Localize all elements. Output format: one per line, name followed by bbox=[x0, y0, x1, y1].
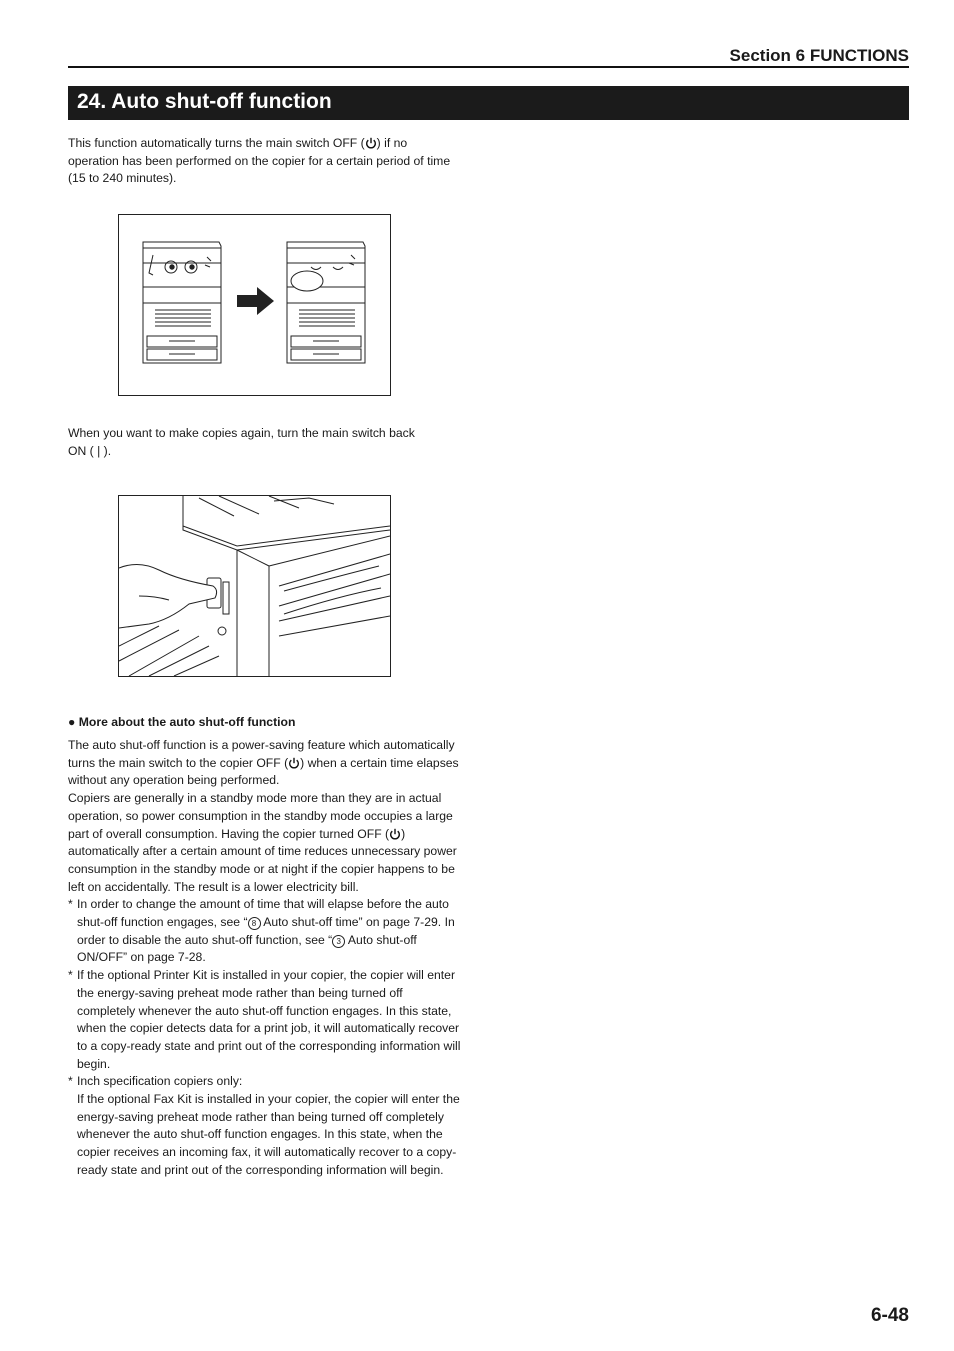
turn-back-line-1: When you want to make copies again, turn the main switch back bbox=[68, 426, 415, 440]
note-change-time-c: Auto shut-off ON/OFF” on page 7-28. bbox=[77, 932, 417, 965]
more-about-heading bbox=[68, 715, 295, 729]
power-icon bbox=[365, 137, 377, 149]
note-change-time-a: In order to change the amount of time that will elapse before the auto shut-off function engages, see “ bbox=[77, 897, 449, 930]
power-icon bbox=[389, 828, 401, 840]
main-switch-illustration bbox=[118, 495, 391, 677]
copier-awake-drawing bbox=[143, 242, 221, 363]
paragraph-feature bbox=[68, 737, 464, 790]
turn-back-line-2: ON ( | ). bbox=[68, 443, 112, 458]
intro-text-b: ) if no operation has been performed on the copier for a certain period of time (15 to 240 minutes). bbox=[68, 136, 451, 186]
power-icon bbox=[288, 757, 300, 769]
note-printer-kit bbox=[68, 967, 464, 1073]
note-fax-kit bbox=[68, 1073, 464, 1179]
intro-paragraph bbox=[68, 135, 453, 188]
more-about-heading-text: More about the auto shut-off function bbox=[78, 715, 296, 729]
page-title: 24. Auto shut-off function bbox=[77, 90, 332, 113]
paragraph-feature-a: The auto shut-off function is a power-saving feature which automatically turns the main switch to the copier OFF ( bbox=[68, 738, 455, 770]
note-printer-kit-text: If the optional Printer Kit is installed in your copier, the copier will enter the energy-saving preheat mode rather than being turned off completely whenever the auto shut-off function engages. In this state, when the copier detects data for a print job, it will automatically recover to a copy-ready state and print out of the corresponding information will begin. bbox=[77, 968, 461, 1071]
page-number: 6-48 bbox=[870, 1305, 909, 1326]
note-change-time bbox=[68, 896, 464, 967]
copier-asleep-drawing bbox=[287, 242, 365, 363]
header-rule bbox=[68, 66, 909, 68]
note-fax-kit-text: If the optional Fax Kit is installed in your copier, the copier will enter the energy-saving preheat mode rather than being turned off completely whenever the auto shut-off function engages. In this state, when the copier receives an incoming fax, it will automatically recover to a copy-ready state and print out of the corresponding information will begin. bbox=[77, 1092, 460, 1177]
section-header: Section 6 FUNCTIONS bbox=[729, 46, 909, 65]
right-arrow-icon bbox=[237, 287, 274, 315]
more-about-body bbox=[68, 737, 464, 1180]
paragraph-standby bbox=[68, 790, 464, 896]
paragraph-standby-a: Copiers are generally in a standby mode more than they are in actual operation, so power consumption in the standby mode occupies a large part of overall consumption. Having the copier turned OFF ( bbox=[68, 791, 453, 841]
bullet-icon: ● bbox=[68, 715, 76, 729]
paragraph-feature-b: ) when a certain time elapses without any operation being performed. bbox=[68, 755, 459, 788]
title-bar bbox=[68, 86, 909, 120]
note-star: * bbox=[68, 968, 73, 983]
intro-text-a: This function automatically turns the main switch OFF ( bbox=[68, 136, 365, 150]
note-star: * bbox=[68, 897, 73, 912]
note-star: * bbox=[68, 1074, 73, 1089]
turn-back-on-paragraph bbox=[68, 425, 453, 460]
copier-sleep-illustration bbox=[118, 214, 391, 396]
note-fax-kit-heading: Inch specification copiers only: bbox=[77, 1074, 243, 1089]
circled-number-3: 3 bbox=[332, 935, 345, 948]
circled-number-8: 8 bbox=[248, 917, 261, 930]
paragraph-standby-b: ) automatically after a certain amount of time reduces unnecessary power consumption in the standby mode or at night if the copier happens to be left on accidentally. The result is a lower electricity bill. bbox=[68, 826, 457, 894]
note-change-time-b: Auto shut-off time” on page 7-29. In order to disable the auto shut-off function, see “ bbox=[77, 915, 455, 947]
